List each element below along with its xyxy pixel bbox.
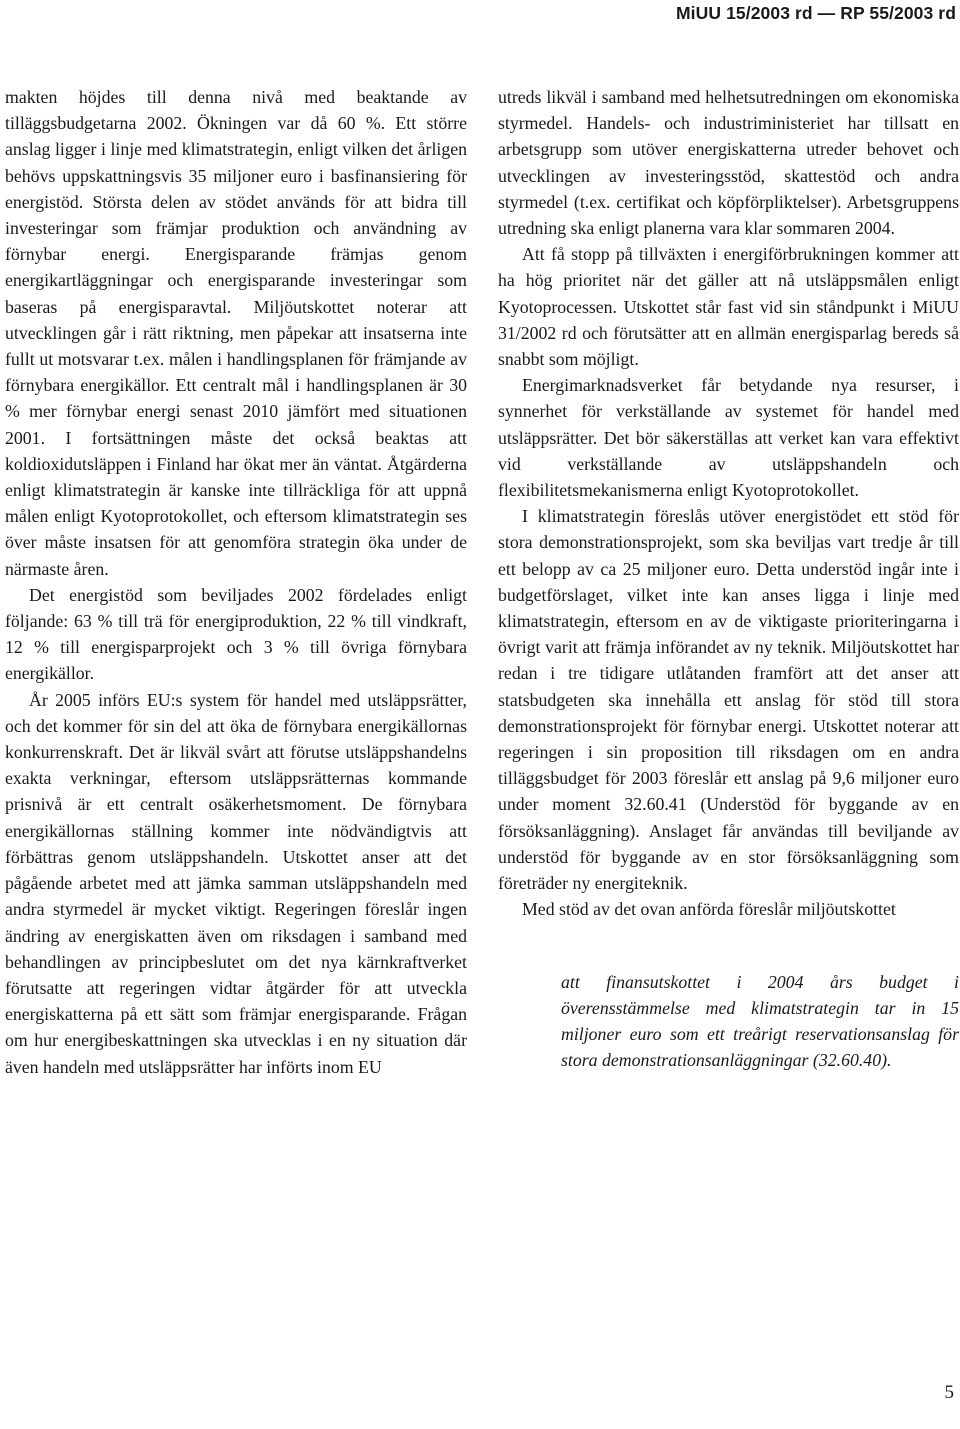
body-paragraph: makten höjdes till denna nivå med beaktande av tilläggsbudgetarna 2002. Ökningen var då 60 %. Ett större anslag ligger i linje med klimatstrategin, enligt vilken det årligen behövs uppskattningsvis 35 miljoner euro i basfinansiering för energistöd. Största delen av stödet används för att bidra till investeringar som främjar produktion och användning av förnybar energi. Energisparande främjas genom energikartläggningar och energisparande investeringar som baseras på energisparavtal. Miljöutskottet noterar att utvecklingen går i rätt riktning, men påpekar att insatserna inte fullt ut motsvarar t.ex. målen i handlingsplanen för främjande av förnybara energikällor. Ett centralt mål i handlingsplanen är 30 % mer förnybar energi senast 2010 jämfört med situationen 2001. I fortsättningen måste det också beaktas att koldioxidutsläppen i Finland har ökat mer än väntat. Åtgärderna enligt klimatstrategin är kanske inte tillräckliga för att uppnå målen enligt Kyotoprotokollet, och eftersom klimatstrategin ses över måste insatsen för att genomföra strategin öka under de närmaste åren. <box>5 87 467 579</box>
body-paragraph: I klimatstrategin föreslås utöver energistödet ett stöd för stora demonstrationsprojekt, som ska beviljas vart tredje år till ett belopp av ca 25 miljoner euro. Detta understöd ingår inte i budgetförslaget, vilket inte kan anses ligga i linje med klimatstrategin, eftersom en av de viktigaste prioriteringarna i övrigt varit att främja införandet av ny teknik. Miljöutskottet har redan i tre tidigare utlåtanden framfört att det anser att statsbudgeten ska innehålla ett anslag för stöd till stora demonstrationsprojekt för förnybar energi. Utskottet noterar att regeringen i sin proposition till riksdagen om en andra tilläggsbudget för 2003 föreslår ett anslag på 9,6 miljoner euro under moment 32.60.41 (Understöd för byggande av en försöksanläggning). Anslaget får användas till beviljande av understöd för byggande av en stor försöksanläggning som företräder ny energiteknik. <box>498 506 959 894</box>
page-number: 5 <box>944 1382 954 1403</box>
body-paragraph: År 2005 införs EU:s system för handel med utsläppsrätter, och det kommer för sin del att öka de förnybara energikällornas konkurrenskraft. Det är likväl svårt att förutse utsläppshandelns exakta verkningar, eftersom utsläppsrätternas kommande prisnivå är ett centralt osäkerhetsmoment. De förnybara energikällornas ställning kommer inte nödvändigtvis att förbättras genom utsläppshandeln. Utskottet anser att det pågående arbetet med att jämka samman utsläppshandeln med andra styrmedel är mycket viktigt. Regeringen föreslår ingen ändring av energiskatten även om riksdagen i samband med behandlingen av principbeslutet om det nya kärnkraftverket förutsatte att regeringen vidtar åtgärder för att utveckla energiskatterna på ett sätt som främjar energisparande. Frågan om hur energibeskattningen ska utvecklas i en ny situation där även handeln med utsläppsrätter har införts inom EU <box>5 689 467 1077</box>
left-column <box>5 84 467 1080</box>
running-header: MiUU 15/2003 rd — RP 55/2003 rd <box>676 3 956 23</box>
body-paragraph: Att få stopp på tillväxten i energiförbrukningen kommer att ha hög prioritet när det gäller att nå utsläppsmålen enligt Kyotoprocessen. Utskottet står fast vid sin ståndpunkt i MiUU 31/2002 rd och förutsätter att en allmän energisparlag bereds så snabbt som möjligt. <box>498 244 959 370</box>
body-paragraph: Det energistöd som beviljades 2002 fördelades enligt följande: 63 % till trä för energiproduktion, 22 % till vindkraft, 12 % till energisparprojekt och 3 % till övriga förnybara energikällor. <box>5 584 467 684</box>
body-paragraph: Energimarknadsverket får betydande nya resurser, i synnerhet för verkställande av systemet för handel med utsläppsrätter. Det bör säkerställas att verket kan vara effektivt vid verkställande av utsläppshandeln och flexibilitetsmekanismerna enligt Kyotoprotokollet. <box>498 375 959 501</box>
proposal-statement: att finansutskottet i 2004 års budget i överensstämmelse med klimatstrategin tar in 15 miljoner euro som ett treårigt reservationsanslag för stora demonstrationsanläggningar (32.60.40). <box>561 971 959 1071</box>
right-column <box>498 84 959 1073</box>
body-paragraph: Med stöd av det ovan anförda föreslår miljöutskottet <box>522 899 896 920</box>
body-paragraph: utreds likväl i samband med helhetsutredningen om ekonomiska styrmedel. Handels- och industriministeriet har tillsatt en arbetsgrupp som utöver energiskatterna utreder behovet och utvecklingen av investeringsstöd, skattestöd och andra styrmedel (t.ex. certifikat och köpförpliktelser). Arbetsgruppens utredning ska enligt planerna vara klar sommaren 2004. <box>498 87 959 239</box>
